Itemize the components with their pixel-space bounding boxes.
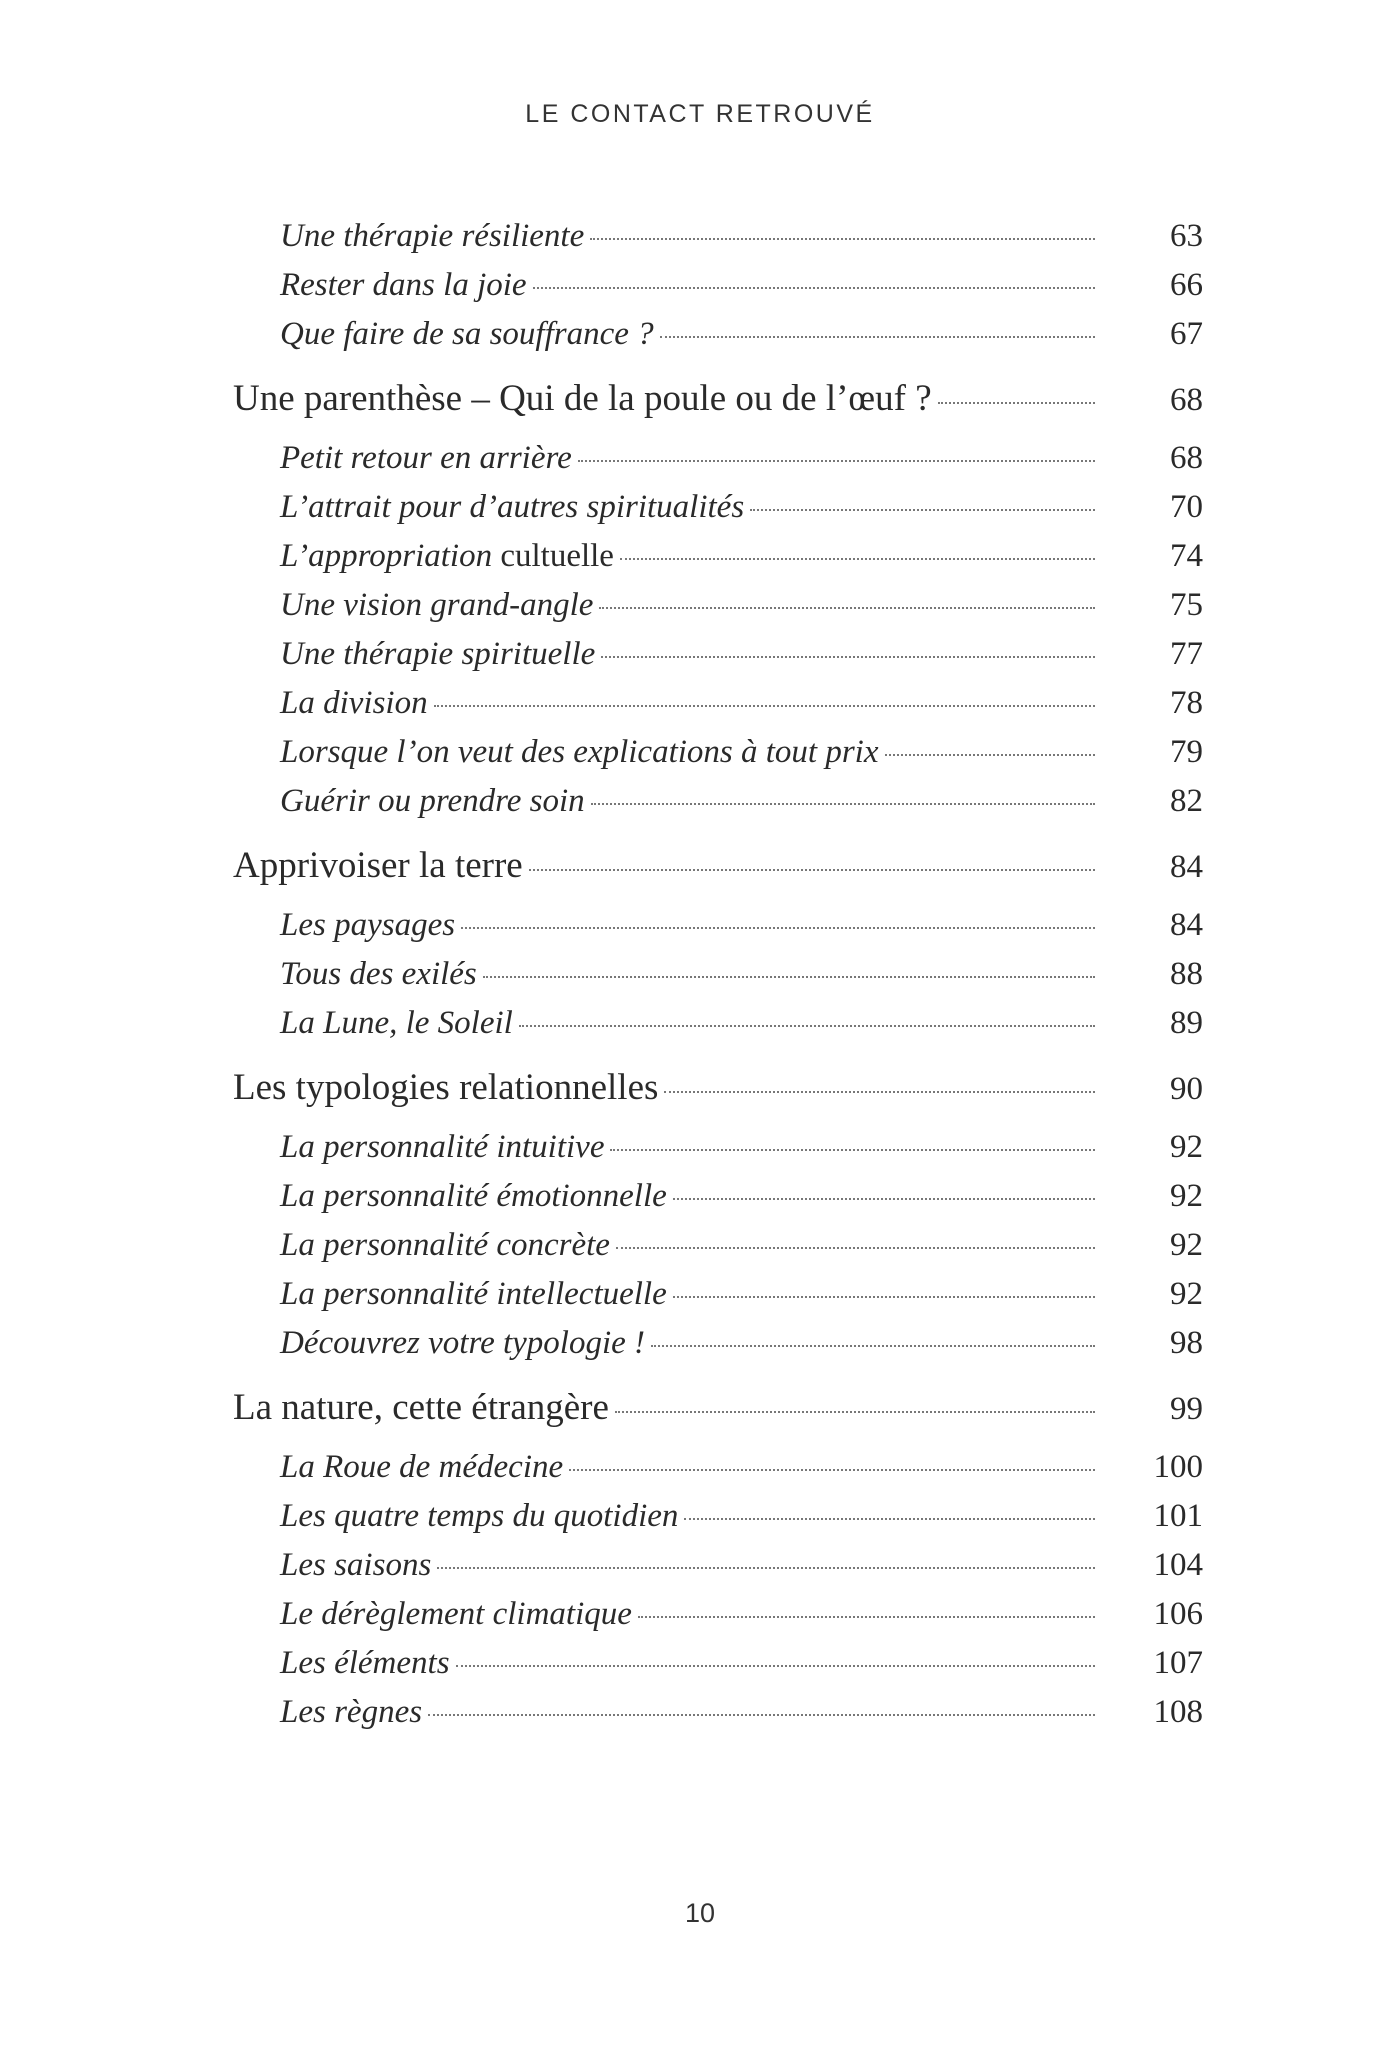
toc-entry-title bbox=[280, 636, 601, 673]
dot-leader bbox=[569, 1469, 1095, 1471]
dot-leader bbox=[591, 803, 1095, 805]
toc-section-entry bbox=[233, 538, 1203, 587]
toc-entry-title bbox=[233, 1386, 615, 1429]
toc-entry-title-part: Lorsque l’on veut des explications à tout prix bbox=[280, 734, 879, 770]
toc-entry-title bbox=[280, 267, 533, 304]
toc-entry-title-part: Tous des exilés bbox=[280, 956, 477, 992]
toc-section-entry bbox=[233, 1645, 1203, 1694]
toc-entry-page: 63 bbox=[1170, 218, 1203, 254]
dot-leader bbox=[673, 1296, 1095, 1298]
dot-leader bbox=[578, 460, 1095, 462]
page-number: 10 bbox=[684, 1898, 716, 1928]
toc-entry-title bbox=[280, 489, 750, 526]
toc-entry-title-part: La Roue de médecine bbox=[280, 1449, 564, 1485]
toc-entry-page: 104 bbox=[1153, 1547, 1203, 1583]
dot-leader bbox=[938, 402, 1095, 404]
toc-entry-title-part: Les quatre temps du quotidien bbox=[280, 1498, 679, 1534]
toc-entry-title-part: Rester dans la joie bbox=[280, 267, 527, 303]
toc-entry-page: 78 bbox=[1170, 685, 1203, 721]
toc-entry-title bbox=[233, 1066, 664, 1109]
dot-leader bbox=[428, 1714, 1095, 1716]
dot-leader bbox=[651, 1345, 1095, 1347]
toc-section-entry bbox=[233, 489, 1203, 538]
toc-section-entry bbox=[233, 1498, 1203, 1547]
toc-entry-title bbox=[280, 1227, 616, 1264]
dot-leader bbox=[437, 1567, 1095, 1569]
toc-entry-page: 67 bbox=[1170, 316, 1203, 352]
toc-entry-page: 101 bbox=[1153, 1498, 1203, 1534]
toc-section-entry bbox=[233, 1596, 1203, 1645]
toc-section-entry bbox=[233, 1129, 1203, 1178]
toc-entry-page: 66 bbox=[1170, 267, 1203, 303]
toc-entry-page: 77 bbox=[1170, 636, 1203, 672]
toc-entry-title-part: Découvrez votre typologie ! bbox=[280, 1325, 645, 1361]
dot-leader bbox=[599, 607, 1095, 609]
toc-entry-title bbox=[280, 907, 461, 944]
toc-entry-page: 100 bbox=[1153, 1449, 1203, 1485]
toc-section-entry bbox=[233, 1449, 1203, 1498]
dot-leader bbox=[750, 509, 1095, 511]
toc-entry-page: 68 bbox=[1170, 440, 1203, 476]
toc-entry-title-part: La personnalité intellectuelle bbox=[280, 1276, 667, 1312]
toc-entry-page: 89 bbox=[1170, 1005, 1203, 1041]
dot-leader bbox=[615, 1411, 1095, 1413]
toc-section-entry bbox=[233, 1227, 1203, 1276]
toc-entry-title bbox=[280, 685, 434, 722]
dot-leader bbox=[529, 869, 1095, 871]
table-of-contents bbox=[233, 218, 1203, 1743]
toc-entry-title-part: Petit retour en arrière bbox=[280, 440, 572, 476]
toc-section-entry bbox=[233, 267, 1203, 316]
toc-entry-page: 74 bbox=[1170, 538, 1203, 574]
toc-entry-page: 79 bbox=[1170, 734, 1203, 770]
toc-entry-page: 106 bbox=[1153, 1596, 1203, 1632]
toc-entry-title bbox=[280, 956, 483, 993]
toc-entry-title-part: Les éléments bbox=[280, 1645, 450, 1681]
toc-entry-title bbox=[280, 1276, 673, 1313]
running-head: LE CONTACT RETROUVÉ bbox=[525, 100, 875, 128]
toc-entry-title-part: La Lune, le Soleil bbox=[280, 1005, 513, 1041]
toc-chapter-entry bbox=[233, 1066, 1203, 1129]
toc-entry-title bbox=[280, 1694, 428, 1731]
toc-entry-title-part: Une thérapie spirituelle bbox=[280, 636, 596, 672]
dot-leader bbox=[461, 927, 1095, 929]
toc-entry-title bbox=[280, 734, 885, 771]
toc-entry-title bbox=[280, 538, 620, 575]
toc-entry-title-part: La personnalité intuitive bbox=[280, 1129, 605, 1165]
toc-section-entry bbox=[233, 1005, 1203, 1054]
toc-entry-title bbox=[280, 1645, 456, 1682]
toc-section-entry bbox=[233, 440, 1203, 489]
toc-entry-title bbox=[280, 783, 591, 820]
dot-leader bbox=[660, 336, 1095, 338]
dot-leader bbox=[519, 1025, 1095, 1027]
dot-leader bbox=[885, 754, 1096, 756]
toc-entry-title-part: L’appropriation bbox=[280, 538, 493, 574]
toc-entry-title bbox=[280, 218, 590, 255]
toc-entry-title bbox=[280, 1178, 673, 1215]
toc-section-entry bbox=[233, 1325, 1203, 1374]
toc-entry-title bbox=[280, 1325, 651, 1362]
toc-entry-page: 108 bbox=[1153, 1694, 1203, 1730]
toc-entry-title-part: La division bbox=[280, 685, 428, 721]
toc-entry-title-part: Une thérapie résiliente bbox=[280, 218, 585, 254]
toc-entry-title bbox=[233, 377, 938, 420]
toc-entry-title-part: Les typologies relationnelles bbox=[233, 1067, 659, 1108]
dot-leader bbox=[620, 558, 1095, 560]
toc-entry-title-part: Guérir ou prendre soin bbox=[280, 783, 585, 819]
dot-leader bbox=[638, 1616, 1095, 1618]
toc-entry-page: 75 bbox=[1170, 587, 1203, 623]
toc-section-entry bbox=[233, 636, 1203, 685]
toc-entry-page: 90 bbox=[1170, 1071, 1203, 1107]
toc-entry-title-part: La personnalité émotionnelle bbox=[280, 1178, 667, 1214]
toc-chapter-entry bbox=[233, 844, 1203, 907]
dot-leader bbox=[664, 1091, 1095, 1093]
toc-entry-title-part: Le dérèglement climatique bbox=[280, 1596, 632, 1632]
toc-entry-page: 88 bbox=[1170, 956, 1203, 992]
dot-leader bbox=[456, 1665, 1095, 1667]
toc-entry-title bbox=[280, 1129, 610, 1166]
toc-entry-page: 82 bbox=[1170, 783, 1203, 819]
toc-entry-page: 107 bbox=[1153, 1645, 1203, 1681]
toc-entry-title-part: Apprivoiser la terre bbox=[233, 845, 523, 886]
dot-leader bbox=[434, 705, 1095, 707]
toc-section-entry bbox=[233, 956, 1203, 1005]
dot-leader bbox=[590, 238, 1095, 240]
toc-entry-page: 92 bbox=[1170, 1276, 1203, 1312]
toc-entry-page: 92 bbox=[1170, 1129, 1203, 1165]
toc-entry-page: 84 bbox=[1170, 849, 1203, 885]
toc-entry-title-part: La personnalité concrète bbox=[280, 1227, 610, 1263]
toc-entry-page: 92 bbox=[1170, 1178, 1203, 1214]
toc-chapter-entry bbox=[233, 1386, 1203, 1449]
toc-entry-page: 99 bbox=[1170, 1391, 1203, 1427]
toc-entry-title bbox=[280, 440, 578, 477]
toc-entry-title-part: Les paysages bbox=[280, 907, 456, 943]
toc-entry-title-part: L’attrait pour d’autres spiritualités bbox=[280, 489, 745, 525]
toc-entry-title-part: Une parenthèse – Qui de la poule ou de l’œuf ? bbox=[233, 378, 932, 419]
toc-entry-title-part: cultuelle bbox=[492, 538, 614, 574]
toc-chapter-entry bbox=[233, 377, 1203, 440]
toc-entry-title bbox=[280, 316, 660, 353]
toc-section-entry bbox=[233, 218, 1203, 267]
toc-section-entry bbox=[233, 1547, 1203, 1596]
toc-entry-title bbox=[280, 1596, 638, 1633]
dot-leader bbox=[610, 1149, 1095, 1151]
dot-leader bbox=[616, 1247, 1095, 1249]
toc-section-entry bbox=[233, 783, 1203, 832]
toc-entry-title-part: Une vision grand-angle bbox=[280, 587, 594, 623]
toc-section-entry bbox=[233, 685, 1203, 734]
dot-leader bbox=[483, 976, 1095, 978]
toc-section-entry bbox=[233, 1694, 1203, 1743]
dot-leader bbox=[684, 1518, 1095, 1520]
toc-entry-title-part: Les règnes bbox=[280, 1694, 423, 1730]
dot-leader bbox=[601, 656, 1095, 658]
toc-section-entry bbox=[233, 734, 1203, 783]
toc-section-entry bbox=[233, 1276, 1203, 1325]
toc-section-entry bbox=[233, 1178, 1203, 1227]
dot-leader bbox=[673, 1198, 1095, 1200]
toc-entry-title bbox=[280, 1547, 437, 1584]
toc-entry-page: 98 bbox=[1170, 1325, 1203, 1361]
toc-section-entry bbox=[233, 587, 1203, 636]
toc-section-entry bbox=[233, 907, 1203, 956]
toc-entry-title-part: La nature, cette étrangère bbox=[233, 1387, 609, 1428]
toc-entry-page: 68 bbox=[1170, 382, 1203, 418]
toc-entry-title bbox=[280, 1005, 519, 1042]
toc-entry-title-part: Les saisons bbox=[280, 1547, 432, 1583]
toc-entry-page: 84 bbox=[1170, 907, 1203, 943]
toc-entry-page: 70 bbox=[1170, 489, 1203, 525]
toc-entry-title bbox=[280, 1449, 569, 1486]
toc-section-entry bbox=[233, 316, 1203, 365]
toc-entry-title bbox=[280, 1498, 684, 1535]
toc-entry-page: 92 bbox=[1170, 1227, 1203, 1263]
toc-entry-title bbox=[233, 844, 529, 887]
dot-leader bbox=[533, 287, 1095, 289]
toc-entry-title-part: Que faire de sa souffrance ? bbox=[280, 316, 654, 352]
toc-entry-title bbox=[280, 587, 599, 624]
